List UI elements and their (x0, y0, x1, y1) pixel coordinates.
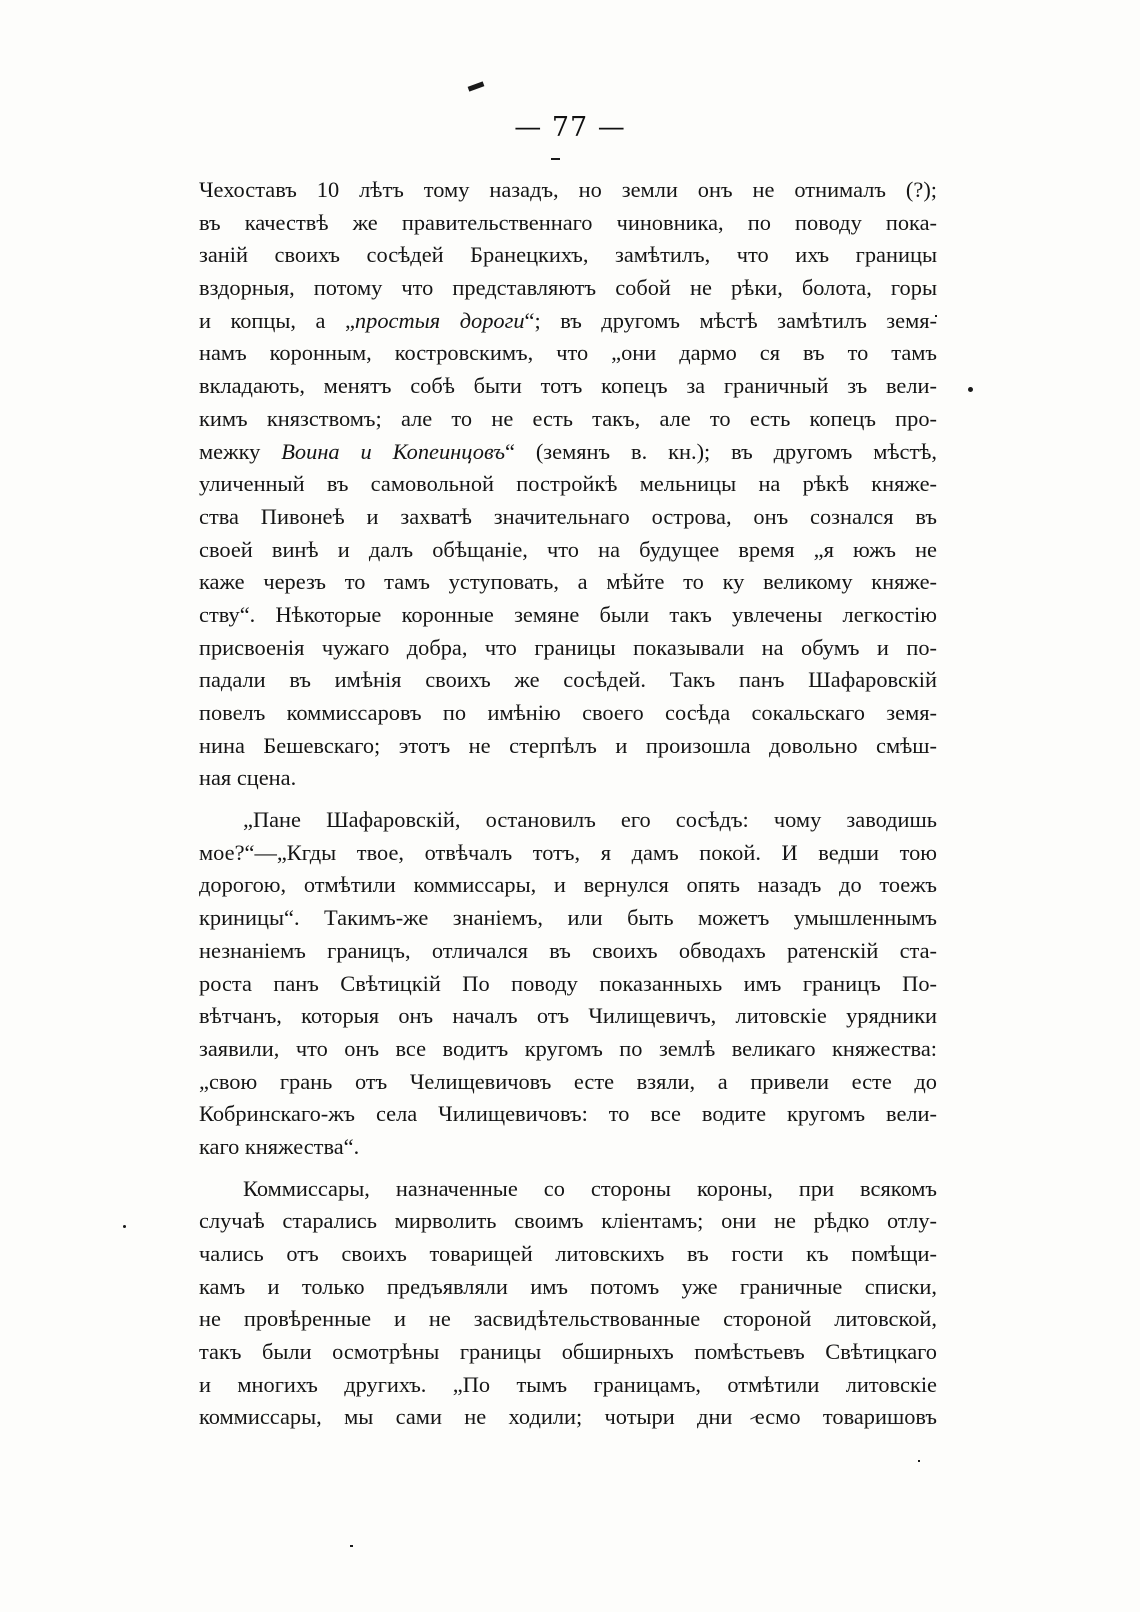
text-line: „Пане Шафаровскій, остановилъ его сосѣдъ: чому заводишь (243, 807, 937, 833)
text-line: повелъ коммиссаровъ по имѣнію своего сосѣда сокальскаго земя- (199, 700, 937, 725)
text-line: камъ и только предъявляли имъ потомъ уже граничные списки, (199, 1273, 937, 1299)
body-text (199, 174, 937, 1434)
text-line: заній своихъ сосѣдей Бранецкихъ, замѣтилъ, что ихъ границы (199, 242, 937, 268)
text-line: ству“. Нѣкоторые коронные земяне были такъ увлечены легкостію (199, 601, 937, 627)
text-line: не провѣренные и не засвидѣтельствованные стороной литовской, (199, 1306, 937, 1332)
text-run: “ (земянъ в. кн.); въ другомъ мѣстѣ, (505, 438, 937, 464)
text-line: чались отъ своихъ товарищей литовскихъ въ гости къ помѣщи- (199, 1241, 937, 1266)
text-line: вкладають, менятъ собѣ быти тотъ копецъ за граничный зъ вели- (199, 373, 937, 399)
text-line: вздорныя, потому что представляютъ собой не рѣки, болота, горы (199, 275, 937, 301)
text-line: вѣтчанъ, которыя онъ началъ отъ Чилищевичъ, литовскіе урядники (199, 1003, 937, 1029)
scan-speck (123, 1225, 126, 1228)
text-line: „свою грань отъ Челищевичовъ есте взяли, а привели есте до (199, 1068, 937, 1094)
text-line (199, 436, 937, 469)
scan-speck (551, 158, 560, 160)
text-line: коммиссары, мы сами не ходили; чотыри дни есмо товаришовъ (199, 1404, 937, 1430)
text-line: случаѣ старались мирволить своимъ кліентамъ; они не рѣдко отлу- (199, 1208, 937, 1234)
text-run: “; въ другомъ мѣстѣ замѣтилъ земя- (524, 307, 937, 333)
italic-phrase: простыя дороги (354, 307, 525, 333)
scan-speck (918, 1460, 920, 1462)
text-line: намъ коронным, костровскимъ, что „они дармо ся въ то тамъ (199, 340, 937, 366)
scan-mark-top (468, 81, 485, 91)
text-line: уличенный въ самовольной постройкѣ мельницы на рѣкѣ княже- (199, 471, 937, 497)
text-line: каго княжества“. (199, 1133, 360, 1159)
text-line: такъ были осмотрѣны границы обширныхъ помѣстьевъ Свѣтицкаго (199, 1339, 937, 1365)
scan-speck (350, 1545, 353, 1547)
text-line: падали въ имѣнія своихъ же сосѣдей. Такъ панъ Шафаровскій (199, 667, 937, 693)
text-line: заявили, что онъ все водитъ кругомъ по землѣ великаго княжества: (199, 1035, 937, 1061)
text-line: въ качествѣ же правительственнаго чиновника, по поводу пока- (199, 209, 937, 235)
text-line: каже черезъ то тамъ уступовать, а мѣйте то ку великому княже- (199, 569, 937, 595)
text-line: нина Бешевскаго; этотъ не стерпѣлъ и произошла довольно смѣш- (199, 732, 937, 758)
text-line: незнаніемъ границъ, отличался въ своихъ обводахъ ратенскій ста- (199, 937, 937, 963)
text-line: дорогою, отмѣтили коммиссары, и вернулся опять назадъ до тоежъ (199, 872, 937, 898)
page-number: — 77 — (514, 112, 626, 143)
text-line (199, 305, 937, 338)
text-line: роста панъ Свѣтицкій По поводу показанныхь имъ границъ По- (199, 970, 937, 996)
text-line: и многихъ другихъ. „По тымъ границамъ, отмѣтили литовскіе (199, 1371, 937, 1397)
text-line: криницы“. Такимъ-же знаніемъ, или быть можетъ умышленнымъ (199, 905, 937, 931)
text-run: межку (199, 438, 282, 464)
text-line: присвоенія чужаго добра, что границы показывали на обумъ и по- (199, 634, 937, 660)
text-line: мое?“—„Кгды твое, отвѣчалъ тотъ, я дамъ покой. И ведши тою (199, 839, 937, 865)
text-line: кимъ князствомъ; але то не есть такъ, але то есть копецъ про- (199, 405, 937, 431)
text-line: ства Пивонеѣ и захватѣ значительнаго острова, онъ сознался въ (199, 503, 937, 529)
text-run: и копцы, а „ (199, 307, 355, 333)
italic-phrase: Воина и Копеинцовъ (281, 438, 505, 464)
text-line: ная сцена. (199, 765, 297, 791)
scan-speck (968, 387, 973, 392)
text-line: Кобринскаго-жъ села Чилищевичовъ: то все водите кругомъ вели- (199, 1101, 937, 1127)
text-line: Коммиссары, назначенные со стороны короны, при всякомъ (243, 1175, 937, 1201)
text-line: своей винѣ и далъ обѣщаніе, что на будущее время „я южъ не (199, 536, 937, 562)
text-line: Чехоставъ 10 лѣтъ тому назадъ, но земли онъ не отнималъ (?); (199, 177, 937, 202)
